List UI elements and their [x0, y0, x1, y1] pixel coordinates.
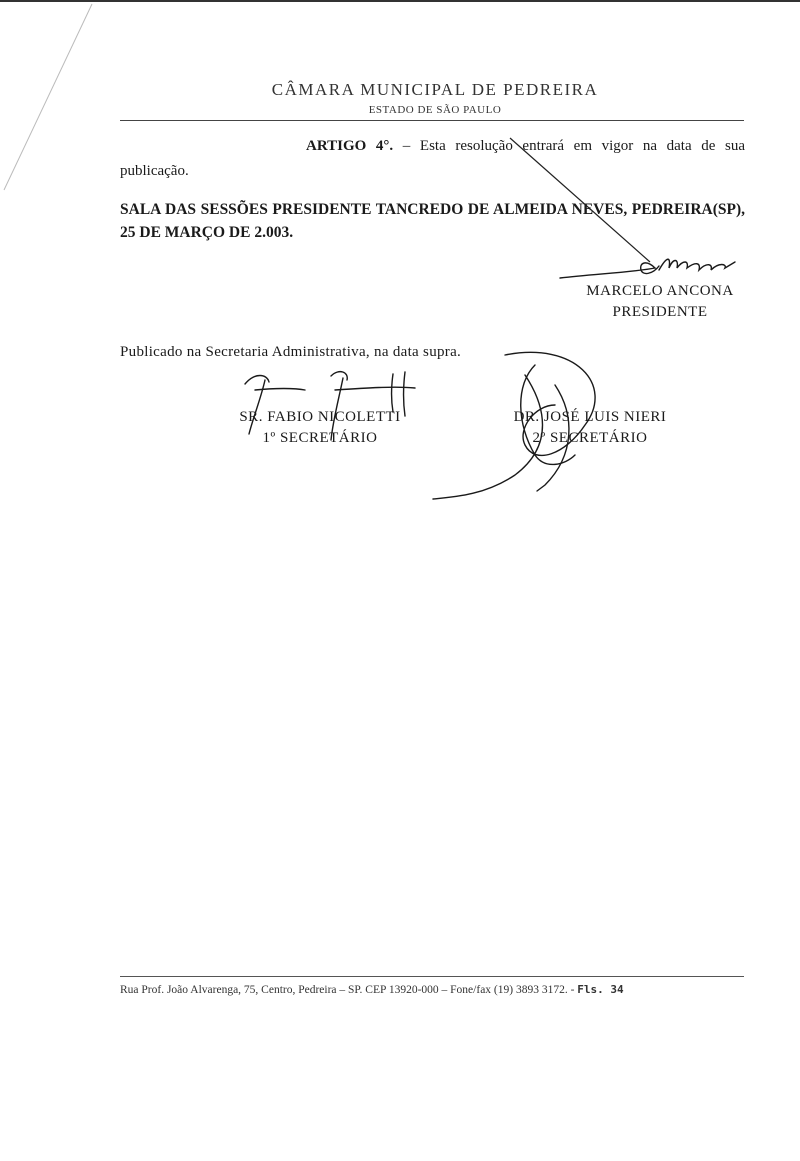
article-paragraph: [120, 134, 745, 184]
president-name: MARCELO ANCONA: [586, 283, 734, 299]
first-secretary-role: 1º SECRETÁRIO: [262, 430, 378, 446]
article-text: – Esta resolução entrará em vigor na data de sua publicação.: [120, 138, 745, 179]
president-role: PRESIDENTE: [612, 304, 708, 320]
session-paragraph: SALA DAS SESSÕES PRESIDENTE TANCREDO DE ALMEIDA NEVES, PEDREIRA(SP), 25 DE MARÇO DE 2.003.: [120, 201, 745, 241]
first-secretary-block: [190, 407, 450, 449]
header-subtitle: ESTADO DE SÃO PAULO: [368, 104, 502, 116]
president-block: [540, 281, 780, 323]
first-secretary-name: SR. FABIO NICOLETTI: [239, 409, 401, 425]
page-number: Fls. 34: [577, 983, 624, 996]
footer-address: Rua Prof. João Alvarenga, 75, Centro, Pedreira – SP. CEP 13920-000 – Fone/fax (19) 3893 3172. -: [120, 984, 578, 996]
published-note: Publicado na Secretaria Administrativa, na data supra.: [120, 344, 462, 360]
top-edge-line: [0, 0, 800, 2]
footer-divider: [120, 976, 744, 977]
header-divider: [120, 120, 744, 121]
footer: [120, 983, 750, 996]
second-secretary-role: 2º SECRETÁRIO: [532, 430, 648, 446]
article-label: ARTIGO 4°.: [306, 138, 394, 154]
header-title: CÂMARA MUNICIPAL DE PEDREIRA: [271, 80, 599, 99]
second-secretary-block: [460, 407, 720, 449]
second-secretary-name: DR. JOSÉ LUIS NIERI: [513, 409, 667, 425]
